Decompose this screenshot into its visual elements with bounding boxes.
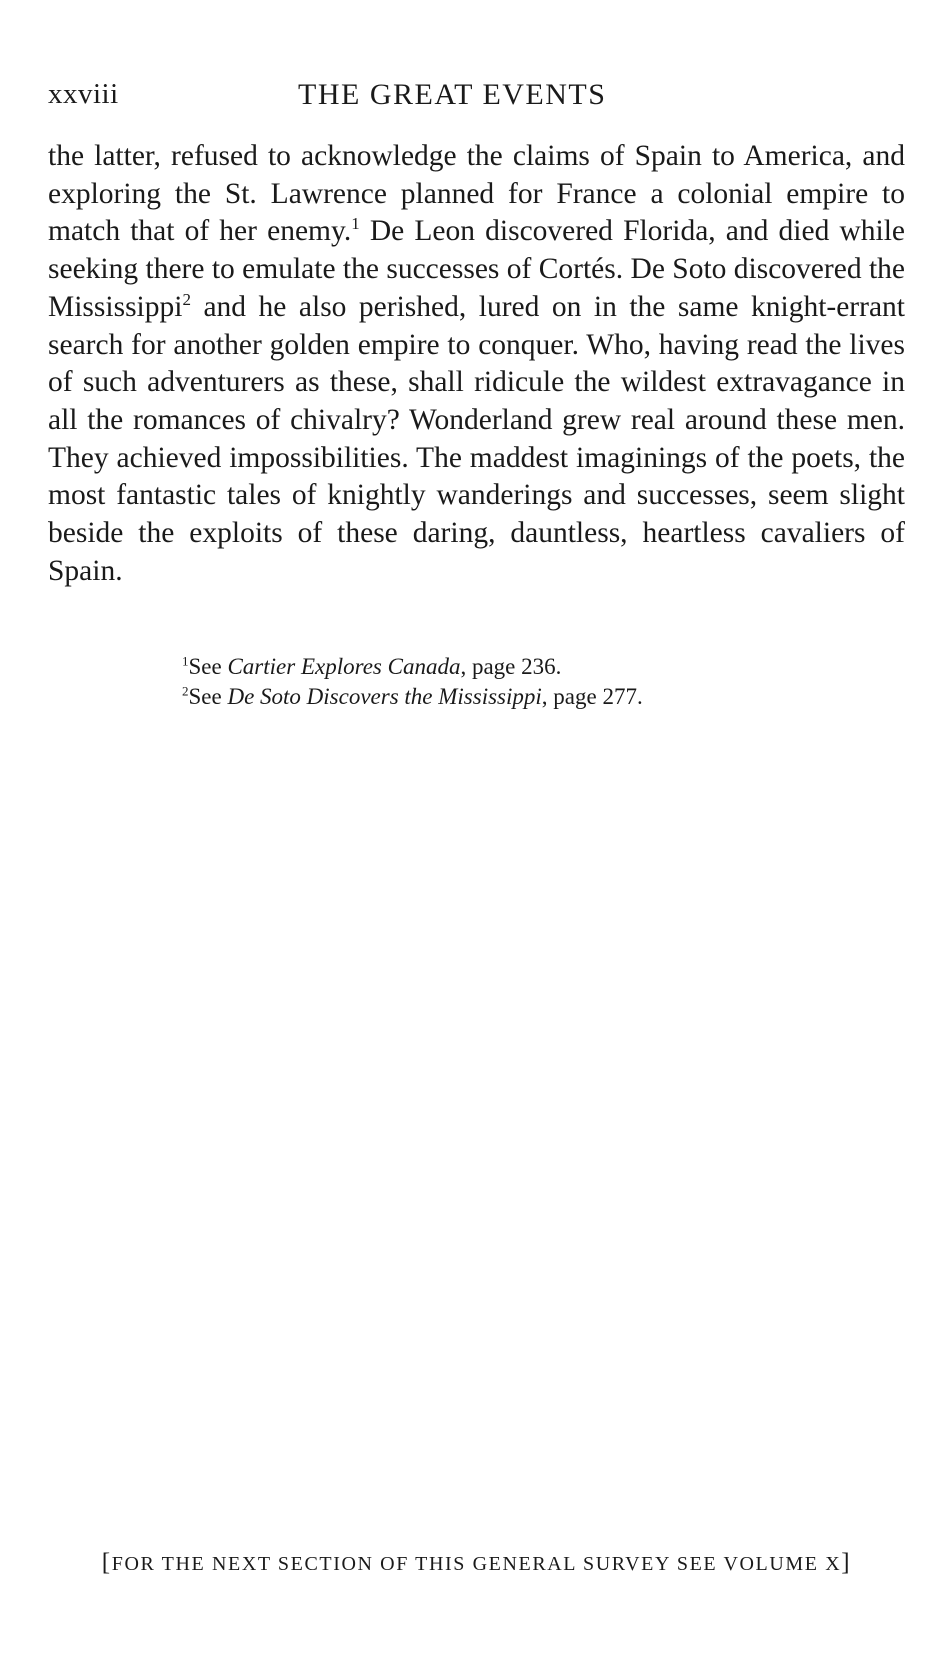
footnote [182, 652, 882, 682]
footnote-reference: 1 [351, 214, 360, 234]
footnote-suffix: , page 277. [541, 684, 643, 709]
footnote-suffix: , page 236. [460, 654, 562, 679]
paragraph-text [48, 138, 905, 590]
running-head [48, 78, 908, 118]
running-title: THE GREAT EVENTS [298, 78, 607, 111]
page-number: xxviii [48, 78, 119, 110]
footnote-prefix: See [188, 654, 228, 679]
footnotes [182, 652, 882, 712]
close-bracket: ] [841, 1549, 852, 1576]
body-paragraph [48, 138, 905, 590]
open-bracket: [ [101, 1549, 112, 1576]
next-section-text: FOR THE NEXT SECTION OF THIS GENERAL SURVEY SEE VOLUME X [111, 1553, 842, 1575]
footnote [182, 682, 882, 712]
footnote-title: De Soto Discovers the Mississippi [227, 684, 542, 709]
text-segment: the latter, refused to acknowledge the claims of Spain to America, and exploring the St. Lawrence planned for France a colonial empire to match that of her enemy. [48, 140, 905, 248]
next-section-note [48, 1549, 905, 1577]
text-segment: and he also perished, lured on in the same knight-errant search for another golden empire to conquer. Who, having read the lives of such adventurers as these, shall ridicule the wildest extravagance in all the romances of chivalry? Wonderland grew real around these men. They achieved impossibilities. The maddest imaginings of the poets, the most fantastic tales of knightly wanderings and successes, seem slight beside the exploits of these daring, dauntless, heartless cavaliers of Spain. [48, 290, 905, 587]
footnote-title: Cartier Explores Canada [227, 654, 461, 679]
footnote-prefix: See [188, 684, 228, 709]
text-segment: De Leon discovered Florida, and died while seeking there to emulate the successes of Cortés. De Soto discovered the Mississippi [48, 215, 905, 323]
footnote-mark: 2 [182, 683, 189, 699]
footnote-mark: 1 [182, 653, 189, 669]
footnote-reference: 2 [182, 289, 191, 309]
